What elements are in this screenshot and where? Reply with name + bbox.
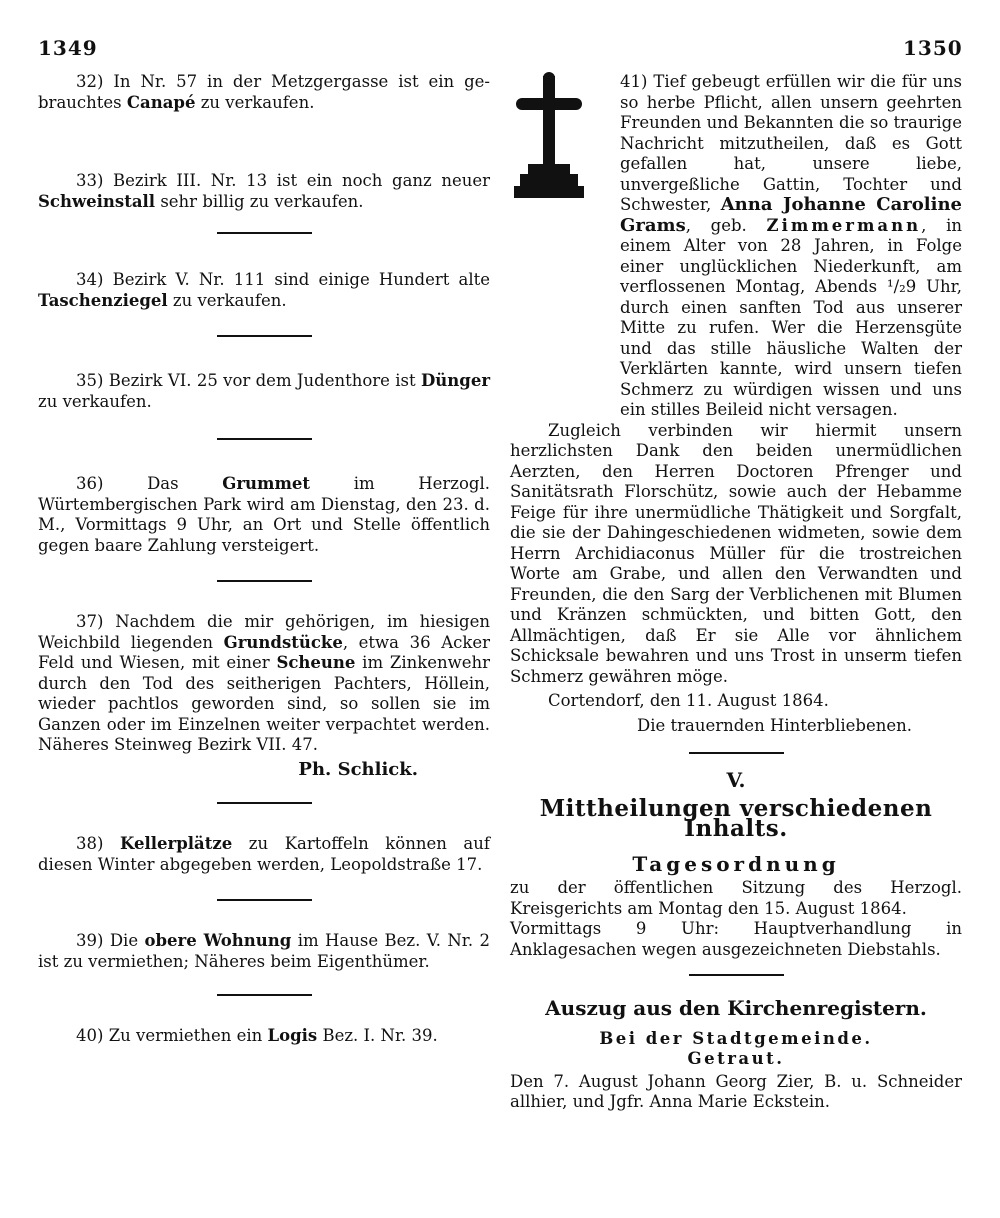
ad-text: Zu vermiethen ein (108, 1026, 263, 1045)
obituary-signers: Die trauernden Hinterbliebenen. (636, 715, 912, 735)
ad-number: 40) (76, 1026, 104, 1045)
ad-34 (38, 270, 490, 311)
ad-number: 35) (76, 371, 104, 390)
ad-highlight: Canapé (126, 92, 196, 112)
ad-highlight: Dünger (420, 371, 491, 390)
ad-38 (38, 834, 490, 875)
ad-number: 33) (76, 171, 104, 190)
ad-33 (38, 171, 490, 212)
ad-text: sehr billig zu verkaufen. (160, 191, 364, 211)
ad-36 (38, 474, 490, 556)
left-column (38, 72, 490, 1047)
obituary-number: 41) (620, 72, 648, 91)
right-column (510, 72, 962, 1113)
ad-signature: Ph. Schlick. (298, 758, 418, 780)
ad-text: zu verkaufen. (172, 290, 287, 310)
ad-number: 34) (76, 270, 104, 289)
agenda-session: Vormittags 9 Uhr: Hauptverhandlung in Anklagesachen wegen ausgezeichneten Diebstahls. (510, 919, 962, 959)
ad-40 (38, 1026, 490, 1047)
divider (217, 802, 312, 804)
ad-highlight: Grundstücke (223, 632, 343, 652)
ad-highlight: Grummet (222, 474, 311, 493)
page-number-left: 1349 (38, 36, 98, 60)
divider (689, 974, 784, 976)
ad-number: 32) (76, 72, 104, 91)
obituary (510, 72, 962, 736)
ad-highlight: obere Wohnung (144, 931, 292, 950)
ad-text: im Herzogl. Würtembergischen Park wird am Dienstag, den 23. d. M., Vormittags 9 Uhr, an Ort und Stelle öffentlich gegen baare Zahlung versteigert. (38, 474, 490, 555)
ad-37 (38, 612, 490, 780)
ad-text: In Nr. 57 in der Metzgergasse ist ein ge-brauchtes (38, 72, 491, 112)
ad-number: 36) (76, 474, 104, 493)
obituary-text: , geb. (685, 215, 747, 235)
agenda-title: Tagesordnung (632, 851, 840, 876)
ad-highlight: Logis (267, 1026, 318, 1045)
agenda-text: zu der öffentlichen Sitzung des Herzogl. Kreisgerichts am Montag den 15. August 1864. (510, 878, 962, 918)
divider (217, 232, 312, 234)
ad-text: Bez. I. Nr. 39. (322, 1026, 438, 1045)
ad-text: zu verkaufen. (38, 391, 152, 411)
ad-32 (38, 72, 490, 113)
ad-highlight: Kellerplätze (120, 834, 233, 853)
ad-number: 37) (76, 612, 104, 631)
divider (689, 752, 784, 754)
divider (217, 438, 312, 440)
ad-text: Bezirk V. Nr. 111 sind einige Hundert alte (112, 270, 490, 289)
ad-highlight: Scheune (276, 653, 356, 672)
divider (217, 994, 312, 996)
ad-text: Nachdem die mir gehörigen, im hiesigen Weichbild liegenden (38, 612, 490, 652)
ad-text: Bezirk III. Nr. 13 ist ein noch ganz neuer (113, 171, 490, 190)
ad-text: , etwa 36 Acker Feld und Wiesen, mit einer (38, 632, 490, 672)
divider (217, 899, 312, 901)
ad-text: zu verkaufen. (200, 92, 315, 112)
ad-35 (38, 371, 490, 412)
obituary-thanks: Zugleich verbinden wir hiermit unsern herzlichsten Dank den beiden unermüdlichen Aerzten, den Herren Doctoren Pfrenger und Sanitätsrath Florschütz, sowie auch der Hebamme Feige für ihre unermüdliche Thätigkeit und Sorgfalt, die sie der Dahingeschiedenen widmeten, sowie dem Herrn Archidiaconus Müller für die trostreichen Worte am Grabe, und allen den Verwandten und Freunden, die den Sarg der Verblichenen mit Blumen und Kränzen schmückten, und bitten Gott, den Allmächtigen, daß Er sie Alle vor ähnlichem Schicksale bewahren und uns Trost in unserm tiefen Schmerz gewähren möge. (510, 420, 962, 686)
divider (217, 335, 312, 337)
registry-entry: Den 7. August Johann Georg Zier, B. u. Schneider allhier, und Jgfr. Anna Marie Eckstein. (510, 1071, 962, 1111)
ad-text: im Zinkenwehr durch den Tod des seitherigen Pachters, Höllein, wieder pachtlos geworden sind, so sollen sie im Ganzen oder im Einzelnen weiter verpachtet werden. Näheres Steinweg Bezirk VII. 47. (38, 653, 491, 754)
section-title: Mittheilungen verschiedenen Inhalts. (539, 794, 933, 842)
ad-text: Bezirk VI. 25 vor dem Judenthore ist (108, 371, 416, 390)
ad-text: zu Kartoffeln können auf diesen Winter abgegeben werden, Leopoldstraße 17. (38, 834, 490, 874)
registry-title: Auszug aus den Kirchenregistern. (545, 996, 927, 1020)
ad-text: im Hause Bez. V. Nr. 2 ist zu vermiethen; Näheres beim Eigenthümer. (38, 931, 490, 971)
obituary-text: Tief gebeugt erfüllen wir die für uns so herbe Pflicht, allen unsern geehrten Freunden und Bekannten die so traurige Nachricht mitzutheilen, daß es Gott gefallen hat, unsere liebe, unvergeßliche Gattin, Tochter und Schwester, (620, 72, 962, 214)
ad-number: 39) (76, 931, 104, 950)
cross-icon (510, 72, 588, 202)
maiden-name: Zimmermann (766, 215, 922, 235)
obituary-text: , in einem Alter von 28 Jahren, in Folge einer unglücklichen Niederkunft, am verflossenen Montag, Abends ¹/₂9 Uhr, durch einen sanften Tod aus unserer Mitte zu rufen. Wer die Herzensgüte und das stille häusliche Walten der Verklärten kannte, wird unsern tiefen Schmerz zu würdigen wissen und uns ein stilles Beileid nicht versagen. (620, 215, 962, 419)
page-number-right: 1350 (903, 36, 963, 60)
divider (217, 580, 312, 582)
ad-highlight: Taschenziegel (38, 290, 168, 310)
section-numeral: V. (726, 768, 746, 792)
deceased-name: Anna Johanne Caroline Grams (620, 194, 962, 236)
obituary-place-date: Cortendorf, den 11. August 1864. (548, 691, 829, 710)
ad-highlight: Schweinstall (38, 191, 156, 211)
ad-number: 38) (76, 834, 104, 853)
registry-category: Getraut. (687, 1049, 785, 1068)
ad-text: Die (109, 931, 139, 950)
ad-39 (38, 931, 490, 972)
ad-text: Das (147, 474, 179, 493)
registry-community: Bei der Stadtgemeinde. (599, 1028, 873, 1048)
